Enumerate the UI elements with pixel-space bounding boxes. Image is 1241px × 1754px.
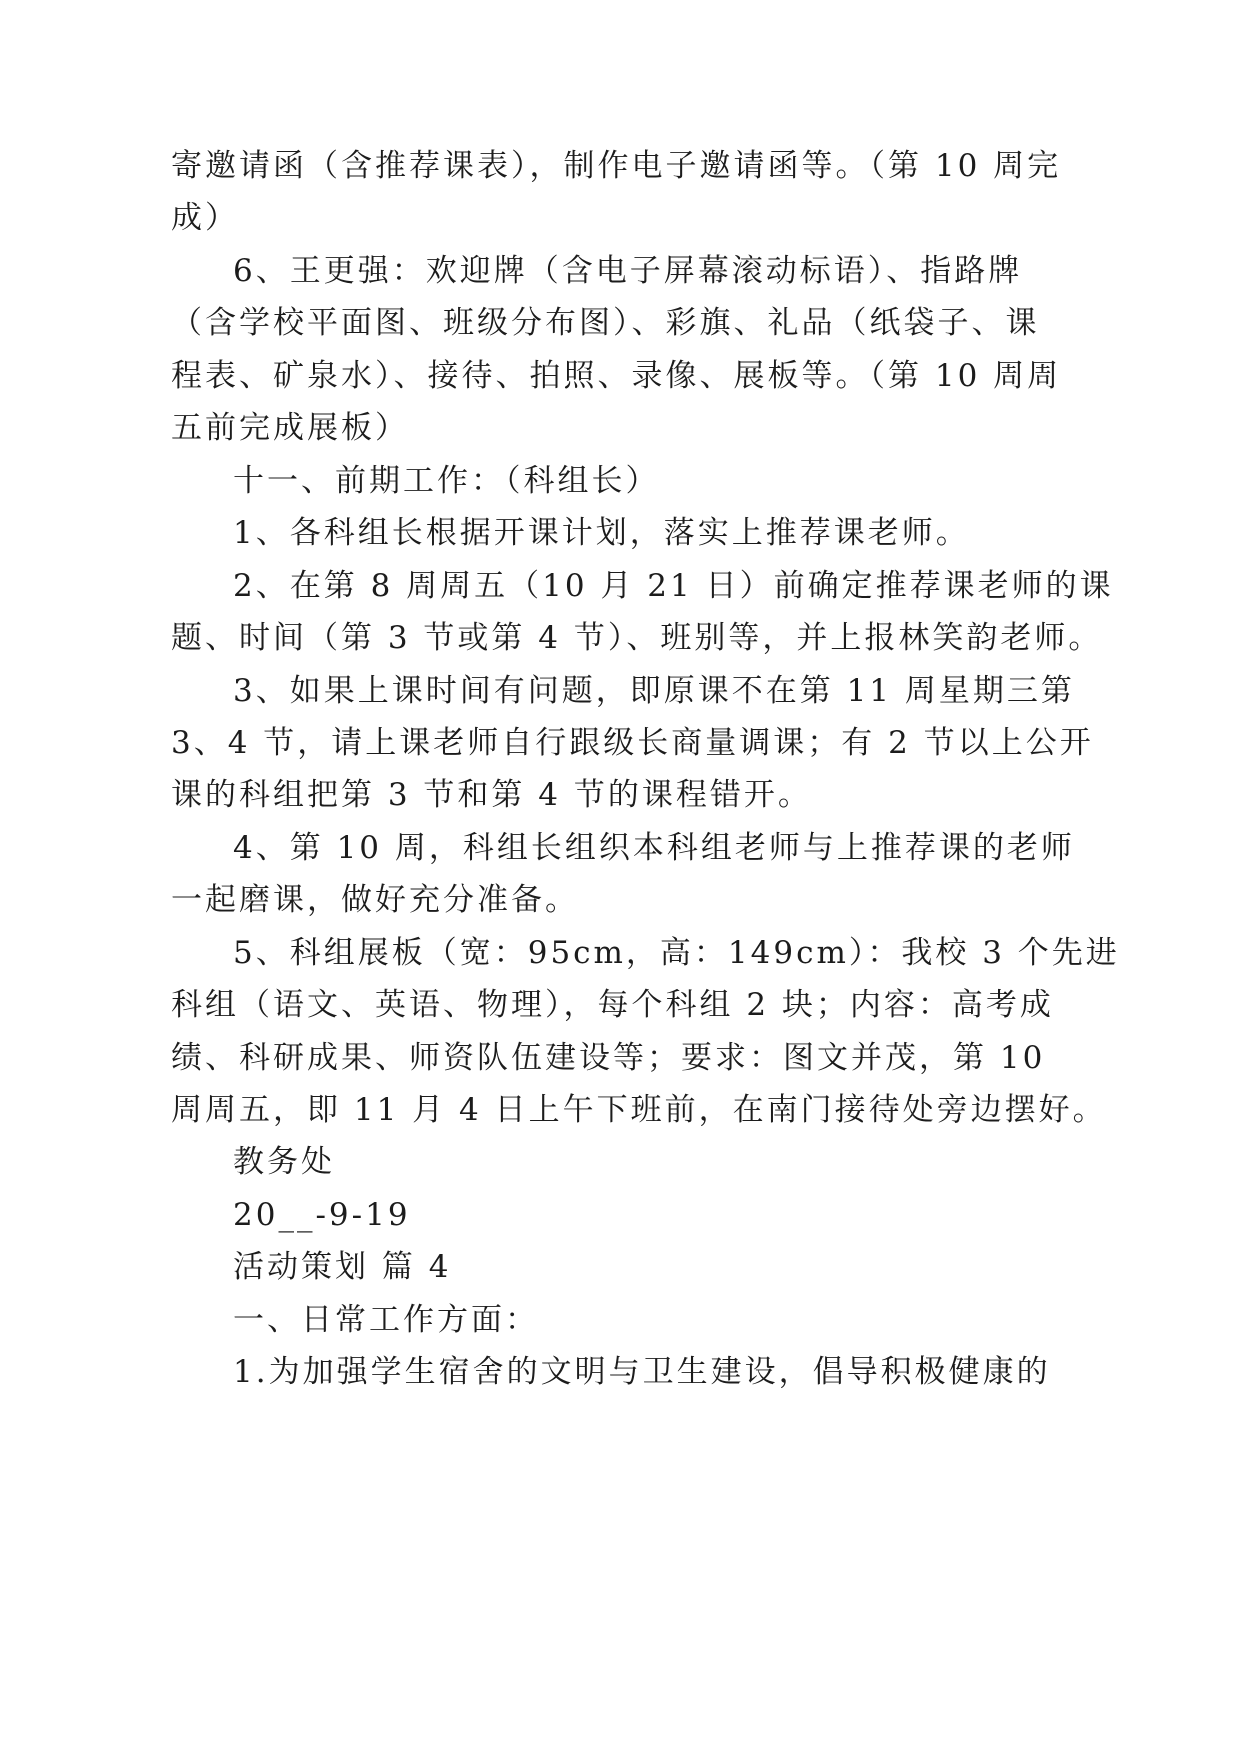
- text-line: [0, 1133, 1241, 1191]
- text-line: [0, 189, 1241, 247]
- text-line: [0, 347, 1241, 405]
- line-text: 3、如果上课时间有问题，即原课不在第 11 周星期三第: [233, 673, 1075, 709]
- text-line: [0, 662, 1241, 720]
- line-text: 1.为加强学生宿舍的文明与卫生建设，倡导积极健康的: [233, 1354, 1051, 1390]
- text-line: [0, 714, 1241, 772]
- text-line: [0, 924, 1241, 982]
- line-text: 寄邀请函（含推荐课表），制作电子邀请函等。（第 10 周完: [171, 148, 1062, 184]
- text-line: [0, 1238, 1241, 1296]
- line-text: 20__-9-19: [233, 1197, 411, 1233]
- text-line: [0, 1291, 1241, 1349]
- text-line: [0, 819, 1241, 877]
- text-line: [0, 976, 1241, 1034]
- text-line: [0, 1186, 1241, 1244]
- text-line: [0, 399, 1241, 457]
- text-line: [0, 766, 1241, 824]
- line-text: 3、4 节，请上课老师自行跟级长商量调课；有 2 节以上公开: [171, 725, 1094, 761]
- text-line: [0, 242, 1241, 300]
- line-text: 程表、矿泉水）、接待、拍照、录像、展板等。（第 10 周周: [171, 358, 1062, 394]
- text-line: [0, 1343, 1241, 1401]
- line-text: 五前完成展板）: [171, 410, 409, 446]
- text-line: [0, 452, 1241, 510]
- line-text: 课的科组把第 3 节和第 4 节的课程错开。: [171, 777, 812, 813]
- line-text: 一、日常工作方面：: [233, 1302, 539, 1338]
- line-text: 1、各科组长根据开课计划，落实上推荐课老师。: [233, 515, 970, 551]
- text-line: [0, 1029, 1241, 1087]
- text-line: [0, 504, 1241, 562]
- line-text: 科组（语文、英语、物理），每个科组 2 块；内容：高考成: [171, 987, 1054, 1023]
- line-text: 2、在第 8 周周五（10 月 21 日）前确定推荐课老师的课: [233, 568, 1114, 604]
- text-line: [0, 557, 1241, 615]
- line-text: （含学校平面图、班级分布图）、彩旗、礼品（纸袋子、课: [171, 305, 1040, 341]
- line-text: 周周五，即 11 月 4 日上午下班前，在南门接待处旁边摆好。: [171, 1092, 1107, 1128]
- line-text: 4、第 10 周，科组长组织本科组老师与上推荐课的老师: [233, 830, 1075, 866]
- text-line: [0, 871, 1241, 929]
- line-text: 活动策划 篇 4: [233, 1249, 452, 1285]
- text-line: [0, 137, 1241, 195]
- text-line: [0, 609, 1241, 667]
- line-text: 5、科组展板（宽：95cm，高：149cm）：我校 3 个先进: [233, 935, 1120, 971]
- line-text: 题、时间（第 3 节或第 4 节）、班别等，并上报林笑韵老师。: [171, 620, 1103, 656]
- text-line: [0, 294, 1241, 352]
- line-text: 成）: [171, 200, 239, 236]
- line-text: 6、王更强：欢迎牌（含电子屏幕滚动标语）、指路牌: [233, 253, 1023, 289]
- text-line: [0, 1081, 1241, 1139]
- line-text: 绩、科研成果、师资队伍建设等；要求：图文并茂，第 10: [171, 1040, 1046, 1076]
- line-text: 教务处: [233, 1144, 335, 1180]
- line-text: 十一、前期工作：（科组长）: [233, 463, 660, 499]
- line-text: 一起磨课，做好充分准备。: [171, 882, 579, 918]
